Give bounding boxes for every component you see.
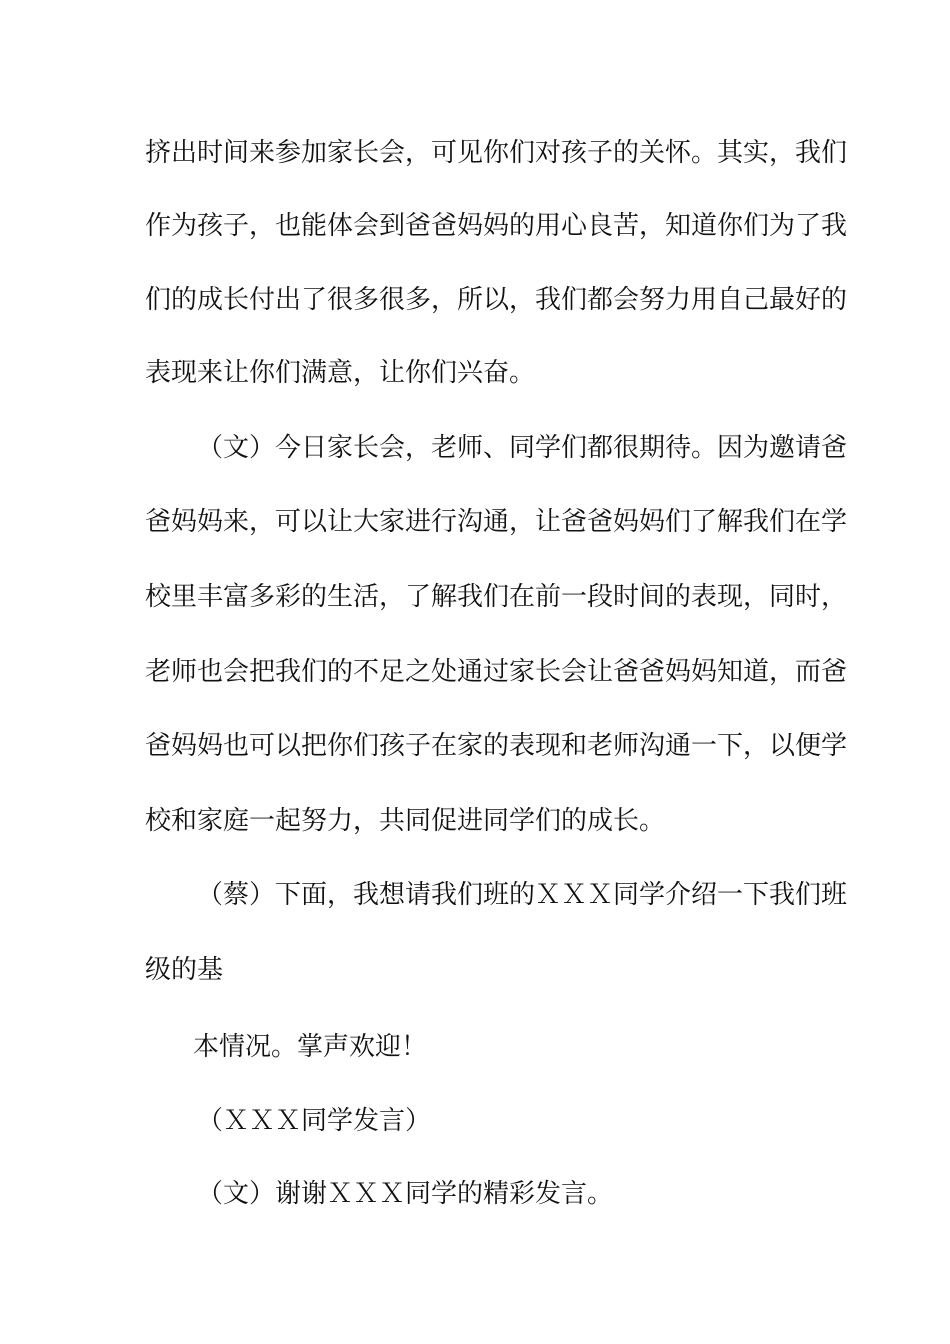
paragraph-line: 校里丰富多彩的生活，了解我们在前一段时间的表现，同时， (145, 582, 848, 612)
paragraph-line: （ＸＸＸ同学发言） (197, 1106, 432, 1136)
paragraph-line: 爸妈妈也可以把你们孩子在家的表现和老师沟通一下，以便学 (145, 731, 848, 761)
paragraph-line: 校和家庭一起努力，共同促进同学们的成长。 (145, 806, 666, 836)
paragraph-line: 爸妈妈来，可以让大家进行沟通，让爸爸妈妈们了解我们在学 (145, 507, 848, 537)
paragraph-line: 表现来让你们满意，让你们兴奋。 (145, 358, 536, 388)
paragraph-line: 作为孩子，也能体会到爸爸妈妈的用心良苦，知道你们为了我 (145, 211, 848, 241)
paragraph-line: 挤出时间来参加家长会，可见你们对孩子的关怀。其实，我们 (145, 138, 848, 168)
paragraph-line: 本情况。掌声欢迎！ (193, 1032, 428, 1062)
paragraph-line: 老师也会把我们的不足之处通过家长会让爸爸妈妈知道，而爸 (145, 657, 848, 687)
paragraph-line: （文）今日家长会，老师、同学们都很期待。因为邀请爸 (197, 433, 848, 463)
paragraph-line: （蔡）下面，我想请我们班的ＸＸＸ同学介绍一下我们班 (197, 880, 848, 910)
paragraph-line: 级的基 (145, 955, 224, 985)
paragraph-line: 们的成长付出了很多很多，所以，我们都会努力用自己最好的 (145, 285, 848, 315)
paragraph-line: （文）谢谢ＸＸＸ同学的精彩发言。 (197, 1179, 614, 1209)
